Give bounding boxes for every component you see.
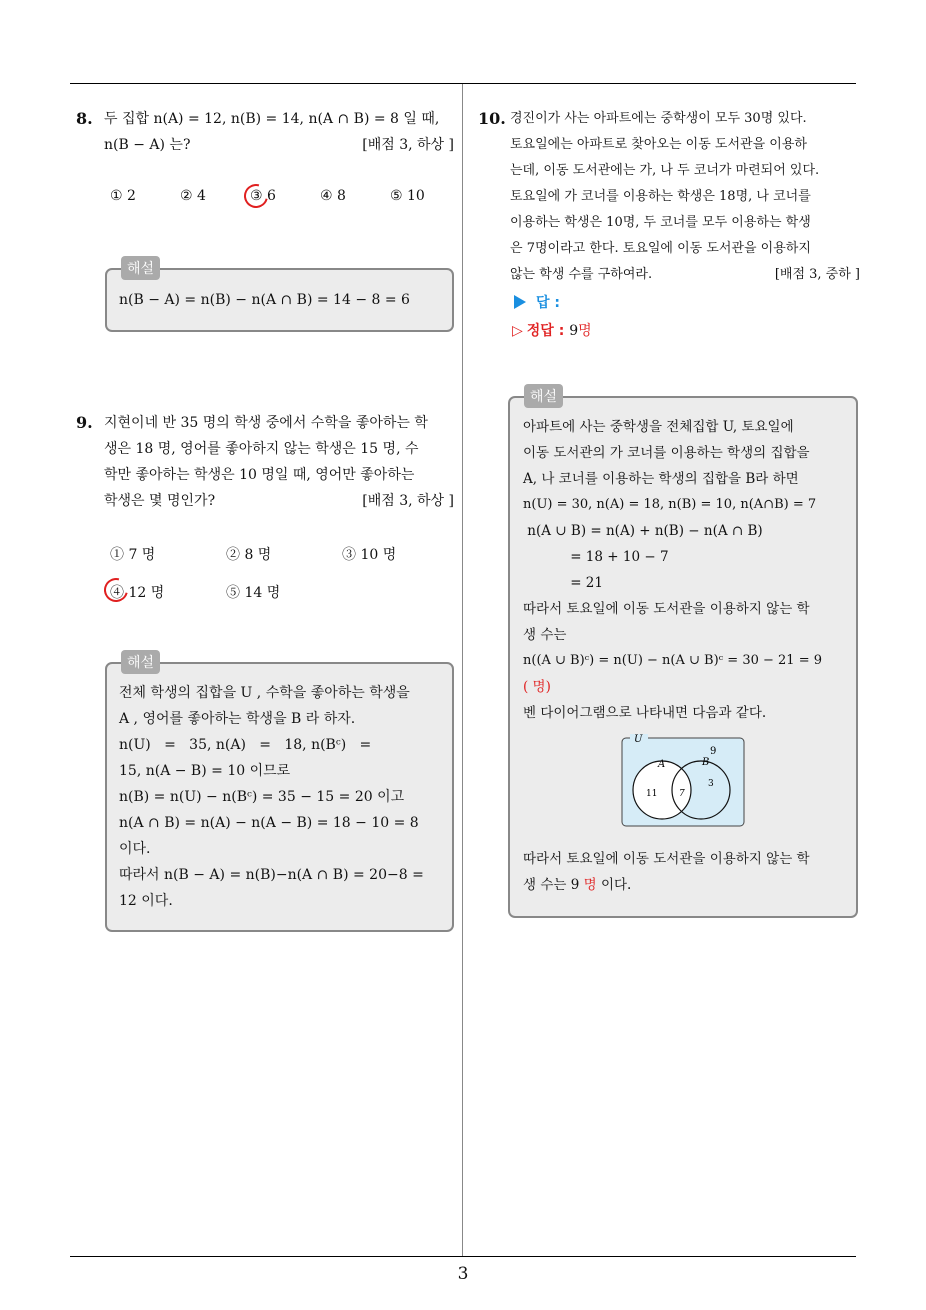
question-text: 생은 18 명, 영어를 좋아하지 않는 학생은 15 명, 수 bbox=[104, 441, 419, 457]
choice[interactable]: ③ 10 명 bbox=[342, 547, 397, 563]
conclusion-text: 생 수는 9 bbox=[523, 877, 580, 893]
explanation-tag: 해설 bbox=[121, 256, 160, 280]
conclusion-text: 이다. bbox=[600, 877, 632, 893]
choice[interactable]: ① 7 명 bbox=[110, 547, 156, 563]
explanation-line: n((A ∪ B)ᶜ) = n(U) − n(A ∪ B)ᶜ = 30 − 21 = 9 bbox=[523, 653, 822, 668]
explanation-line: n(A ∪ B) = n(A) + n(B) − n(A ∩ B) bbox=[523, 523, 763, 539]
score-meta: [배점 3, 하상 ] bbox=[362, 493, 454, 509]
question-number: 9. bbox=[76, 413, 93, 432]
question-text: 토요일에 가 코너를 이용하는 학생은 18명, 나 코너를 bbox=[510, 189, 811, 204]
choice[interactable]: ④ 8 bbox=[320, 188, 346, 204]
explanation-line: 아파트에 사는 중학생을 전체집합 U, 토요일에 bbox=[523, 419, 794, 435]
choice[interactable]: ③ 6 bbox=[250, 188, 276, 204]
explanation-line: n(A ∩ B) = n(A) − n(A − B) = 18 − 10 = 8 bbox=[119, 815, 419, 831]
triangle-outline-icon: ▷ bbox=[512, 323, 523, 339]
correct-unit: 명 bbox=[578, 323, 592, 339]
question-number: 10. bbox=[478, 109, 506, 128]
explanation-text: n(B − A) = n(B) − n(A ∩ B) = 14 − 8 = 6 bbox=[119, 292, 410, 308]
correct-label: 정답 : bbox=[526, 323, 565, 339]
explanation-line: 따라서 n(B − A) = n(B)−n(A ∩ B) = 20−8 = bbox=[119, 867, 424, 883]
question-text: 학만 좋아하는 학생은 10 명일 때, 영어만 좋아하는 bbox=[104, 467, 415, 483]
score-meta: [배점 3, 중하 ] bbox=[774, 267, 860, 282]
explanation-line: 전체 학생의 집합을 U , 수학을 좋아하는 학생을 bbox=[119, 685, 410, 701]
choice[interactable]: ① 2 bbox=[110, 188, 136, 204]
explanation-line: A, 나 코너를 이용하는 학생의 집합을 B라 하면 bbox=[523, 471, 799, 487]
conclusion-line: 따라서 토요일에 이동 도서관을 이용하지 않는 학 bbox=[523, 851, 810, 867]
answer-label: 답 : bbox=[536, 295, 560, 311]
venn-only-a-count: 11 bbox=[646, 789, 658, 799]
venn-outside-count: 9 bbox=[710, 746, 717, 757]
choice[interactable]: ⑤ 14 명 bbox=[226, 585, 281, 601]
venn-only-b-count: 3 bbox=[708, 779, 714, 789]
explanation-line: A , 영어를 좋아하는 학생을 B 라 하자. bbox=[119, 711, 356, 727]
question-text: 학생은 몇 명인가? bbox=[104, 493, 216, 509]
choice[interactable]: ② 4 bbox=[180, 188, 206, 204]
question-number: 8. bbox=[76, 109, 93, 128]
explanation-box-q9 bbox=[105, 655, 454, 932]
explanation-line: = 21 bbox=[523, 575, 603, 591]
top-rule bbox=[70, 83, 856, 84]
column-divider bbox=[462, 84, 463, 1256]
explanation-body bbox=[523, 414, 849, 726]
correct-answer bbox=[512, 320, 592, 340]
question-text: 이용하는 학생은 10명, 두 코너를 모두 이용하는 학생 bbox=[510, 215, 811, 230]
question-text: 않는 학생 수를 구하여라. bbox=[510, 267, 653, 282]
question-text: 은 7명이라고 한다. 토요일에 이동 도서관을 이용하지 bbox=[510, 241, 811, 256]
conclusion bbox=[523, 846, 849, 898]
explanation-line: 이동 도서관의 가 코너를 이용하는 학생의 집합을 bbox=[523, 445, 810, 461]
venn-label-a: A bbox=[658, 759, 666, 770]
page-number: 3 bbox=[457, 1264, 469, 1284]
explanation-line: n(U) = 30, n(A) = 18, n(B) = 10, n(A∩B) = 7 bbox=[523, 497, 817, 512]
venn-diagram bbox=[620, 734, 746, 828]
explanation-tag: 해설 bbox=[121, 650, 160, 674]
explanation-line: 따라서 토요일에 이동 도서관을 이용하지 않는 학 bbox=[523, 601, 810, 617]
explanation-line: 15, n(A − B) = 10 이므로 bbox=[119, 763, 291, 779]
conclusion-unit: 명 bbox=[583, 877, 597, 893]
play-triangle-icon bbox=[514, 295, 526, 309]
explanation-box-q8 bbox=[105, 261, 454, 332]
question-text-line4 bbox=[104, 488, 454, 514]
conclusion-line2 bbox=[523, 872, 849, 898]
explanation-line: = 18 + 10 − 7 bbox=[523, 549, 669, 565]
selected-answer-mark bbox=[240, 180, 273, 213]
explanation-tag: 해설 bbox=[524, 384, 563, 408]
explanation-line: n(B) = n(U) − n(Bᶜ) = 35 − 15 = 20 이고 bbox=[119, 789, 405, 805]
explanation-line: 이다. bbox=[119, 841, 151, 857]
explanation-line: 12 이다. bbox=[119, 893, 173, 909]
explanation-body bbox=[119, 680, 443, 914]
explanation-line: n(U) = 35, n(A) = 18, n(Bᶜ) = bbox=[119, 737, 372, 753]
venn-label-b: B bbox=[702, 757, 710, 768]
question-text-line2 bbox=[104, 132, 454, 158]
bottom-rule bbox=[70, 1256, 856, 1257]
choice[interactable]: ④ 12 명 bbox=[110, 585, 165, 601]
correct-value: 9 bbox=[569, 323, 579, 339]
explanation-line: 생 수는 bbox=[523, 627, 567, 643]
explanation-box-q10 bbox=[508, 389, 858, 918]
venn-both-count: 7 bbox=[679, 789, 685, 799]
answer-field[interactable] bbox=[514, 292, 560, 312]
question-text-line7 bbox=[510, 262, 860, 288]
choice[interactable]: ⑤ 10 bbox=[390, 188, 425, 204]
choice[interactable]: ② 8 명 bbox=[226, 547, 272, 563]
question-text: 두 집합 n(A) = 12, n(B) = 14, n(A ∩ B) = 8 일 때, bbox=[104, 111, 440, 127]
question-text: n(B − A) 는? bbox=[104, 137, 191, 153]
question-text: 지현이네 반 35 명의 학생 중에서 수학을 좋아하는 학 bbox=[104, 415, 428, 431]
explanation-unit: ( 명) bbox=[523, 679, 551, 695]
venn-intro: 벤 다이어그램으로 나타내면 다음과 같다. bbox=[523, 705, 767, 721]
question-text: 토요일에는 아파트로 찾아오는 이동 도서관을 이용하 bbox=[510, 137, 807, 152]
question-text: 경진이가 사는 아파트에는 중학생이 모두 30명 있다. bbox=[510, 111, 807, 126]
question-text: 는데, 이동 도서관에는 가, 나 두 코너가 마련되어 있다. bbox=[510, 163, 820, 178]
venn-label-u: U bbox=[634, 734, 643, 745]
score-meta: [배점 3, 하상 ] bbox=[362, 137, 454, 153]
